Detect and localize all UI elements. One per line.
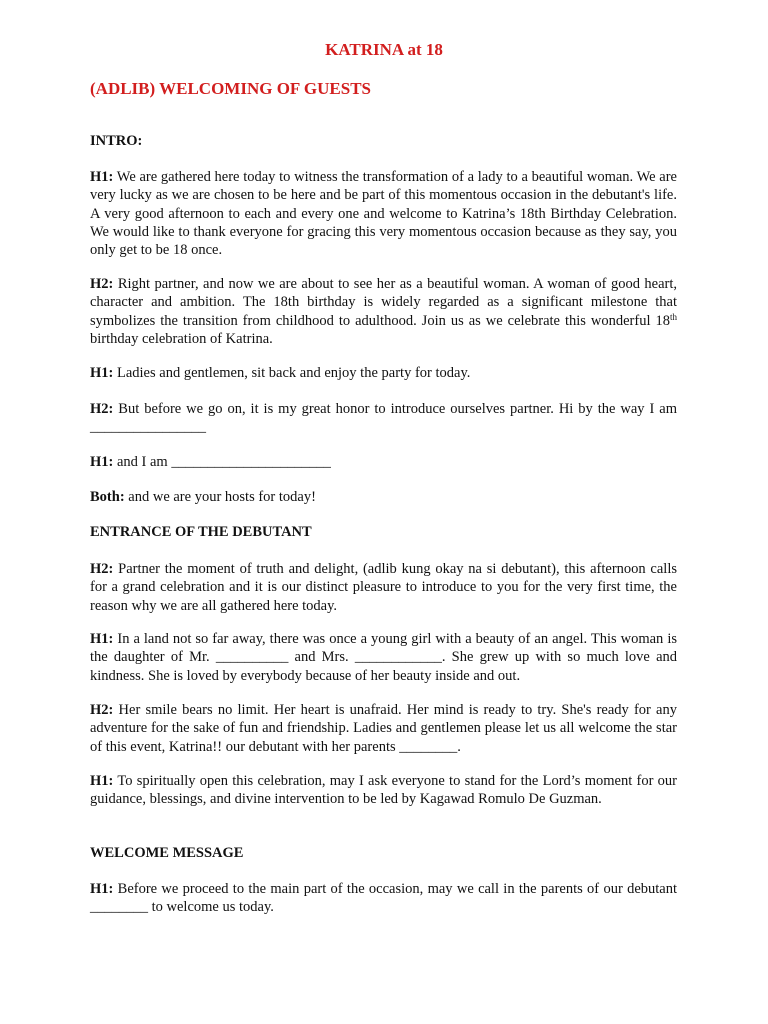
superscript-ordinal: th: [669, 311, 677, 322]
paragraph-text: Partner the moment of truth and delight, (adlib kung okay na si debutant), this afternoon calls for a grand celebration and it is our distinct pleasure to introduce to you for the very first time, the reason why we are all gathered here today.: [90, 561, 677, 614]
paragraph-h2-entrance: [90, 560, 677, 615]
paragraph-text: Right partner, and now we are about to see her as a beautiful woman. A woman of good heart, character and ambition. The 18th birthday is widely regarded as a significant milestone that symbolizes the transition from childhood to adulthood. Join us as we celebrate this wonderful 18: [90, 276, 677, 329]
speaker-label: H1:: [90, 631, 114, 647]
section-title-welcoming: (ADLIB) WELCOMING OF GUESTS: [90, 79, 372, 98]
paragraph-h1-story: [90, 630, 677, 685]
paragraph-h1-intro: [90, 168, 677, 259]
paragraph-h2-welcome-debutant: [90, 701, 677, 756]
paragraph-h2-intro: [90, 275, 677, 348]
speaker-label: H1:: [90, 881, 114, 897]
document-title: KATRINA at 18: [325, 40, 443, 59]
paragraph-h1-sit-back: [90, 364, 677, 382]
paragraph-text: We are gathered here today to witness the transformation of a lady to a beautiful woman. We are very lucky as we are chosen to be here and be part of this momentous occasion in the debutant's life. A very good afternoon to each and every one and welcome to Katrina’s 18th Birthday Celebration. We would like to thank everyone for gracing this very momentous occasion because as they say, you only get to be 18 once.: [90, 169, 677, 259]
paragraph-text: Her smile bears no limit. Her heart is unafraid. Her mind is ready to try. She's ready for any adventure for the sake of fun and friendship. Ladies and gentlemen please let us all welcome the star of this event, Katrina!! our debutant with her parents ________.: [90, 702, 677, 755]
speaker-label: H1:: [90, 169, 114, 185]
speaker-label: H1:: [90, 773, 114, 789]
paragraph-h1-prayer: [90, 772, 677, 809]
paragraph-text: Before we proceed to the main part of the occasion, may we call in the parents of our debutant ________ to welcome us today.: [90, 881, 677, 916]
paragraph-text: To spiritually open this celebration, may I ask everyone to stand for the Lord’s moment for our guidance, blessings, and divine intervention to be led by Kagawad Romulo De Guzman.: [90, 773, 677, 808]
paragraph-text: But before we go on, it is my great honor to introduce ourselves partner. Hi by the way I am ________________: [90, 401, 677, 436]
welcome-message-heading: WELCOME MESSAGE: [90, 845, 244, 861]
speaker-label: H2:: [90, 702, 114, 718]
paragraph-h1-parents: [90, 880, 677, 917]
speaker-label: H2:: [90, 401, 114, 417]
entrance-heading: ENTRANCE OF THE DEBUTANT: [90, 524, 312, 540]
intro-heading: INTRO:: [90, 133, 143, 149]
paragraph-h1-and-i-am: [90, 453, 677, 471]
speaker-label: H2:: [90, 276, 114, 292]
speaker-label: H2:: [90, 561, 114, 577]
speaker-label: H1:: [90, 365, 114, 381]
paragraph-text: and we are your hosts for today!: [124, 489, 316, 505]
speaker-label: Both:: [90, 489, 125, 505]
paragraph-text: and I am ______________________: [113, 454, 331, 470]
paragraph-text: In a land not so far away, there was once a young girl with a beauty of an angel. This woman is the daughter of Mr. __________ and Mrs. ____________. She grew up with so much love and kindness. She is loved by everybody because of her beauty inside and out.: [90, 631, 677, 684]
paragraph-text: Ladies and gentlemen, sit back and enjoy the party for today.: [113, 365, 471, 381]
paragraph-both-hosts: [90, 488, 677, 506]
paragraph-h2-introduce: [90, 400, 677, 437]
speaker-label: H1:: [90, 454, 114, 470]
paragraph-text-end: birthday celebration of Katrina.: [90, 330, 273, 347]
